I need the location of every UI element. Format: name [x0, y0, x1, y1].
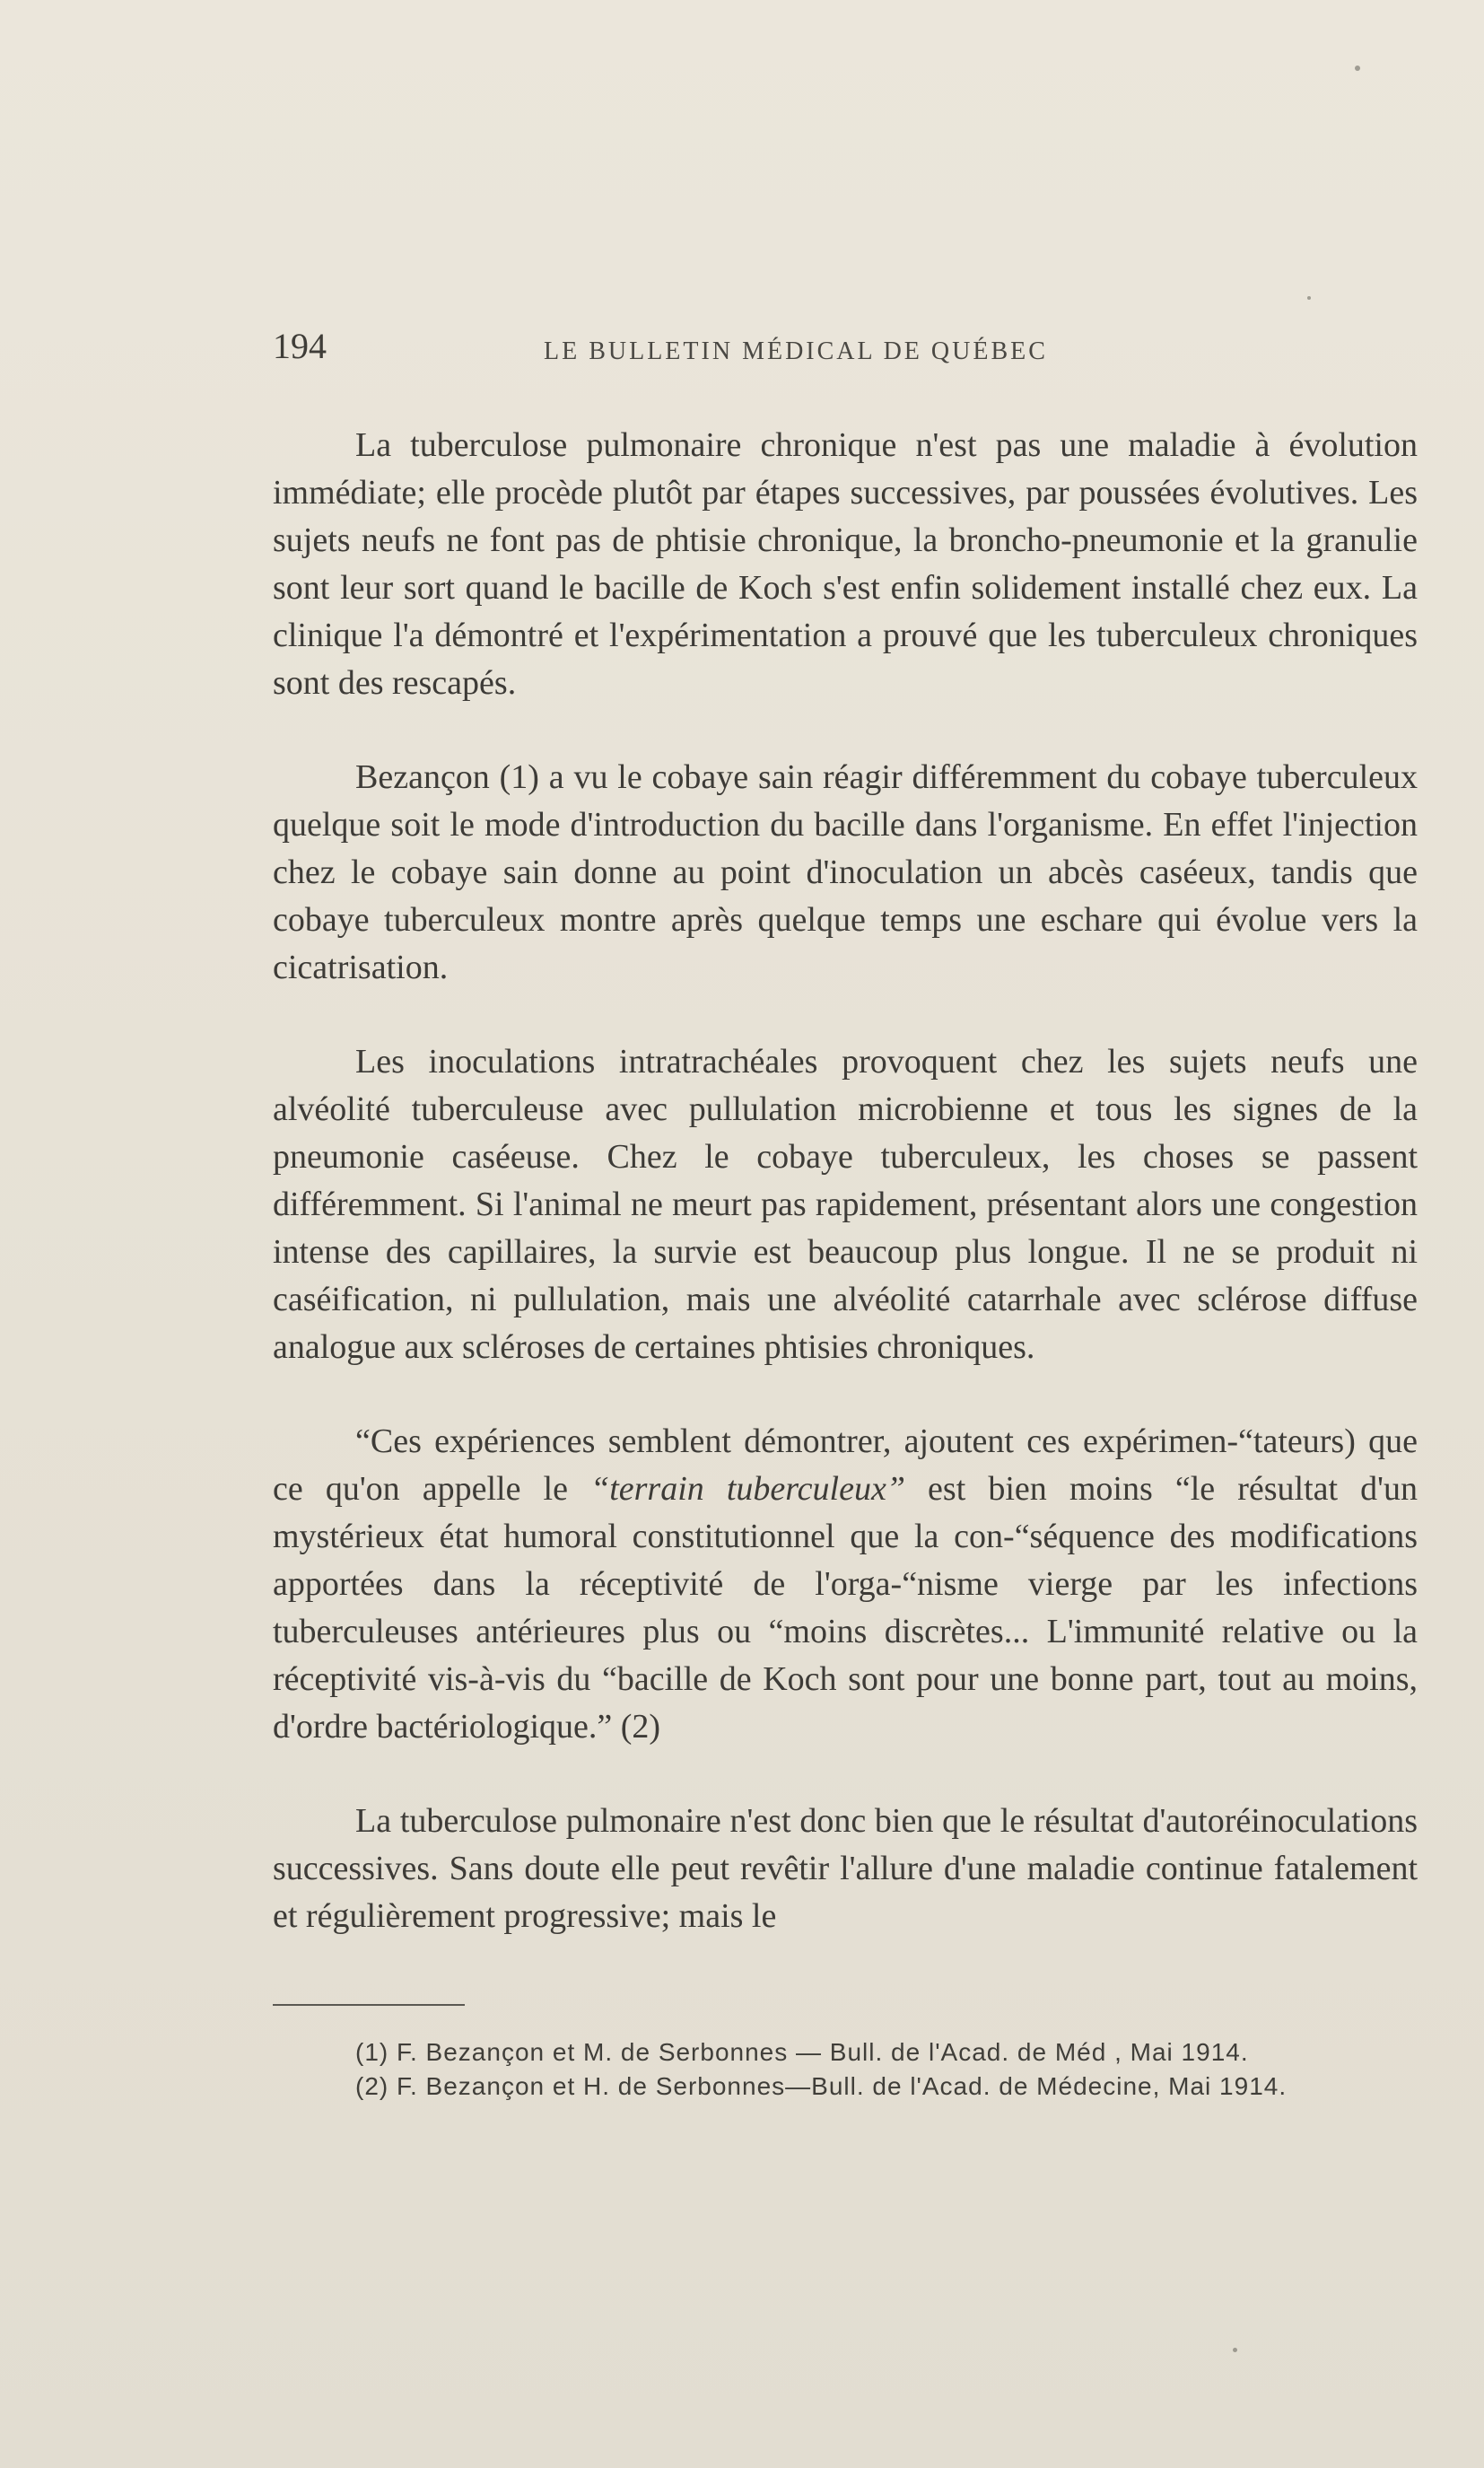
paragraph-5: La tuberculose pulmonaire n'est donc bien que le résultat d'autoréinoculations successives. Sans doute elle peut revêtir l'allure d'une maladie continue fatalement et régulièrement progressive; mais le	[273, 1802, 1418, 1935]
quotation-text-start: “Ces expériences semblent démontrer, ajoutent ces expérimen-“tateurs) que ce qu'on appelle le	[273, 1422, 1418, 1508]
footnote-1: (1) F. Bezançon et M. de Serbonnes — Bull. de l'Acad. de Méd , Mai 1914.	[355, 2038, 1249, 2066]
page-number: 194	[273, 326, 327, 366]
quotation-text-end: est bien moins “le résultat d'un mystérieux état humoral constitutionnel que la con-“séquence des modifications apportées dans la réceptivité de l'orga-“nisme vierge par les infections tuberculeuses antérieures plus ou “moins discrètes... L'immunité relative ou la réceptivité vis-à-vis du “bacille de Koch sont pour une bonne part, tout au moins, d'ordre bactériologique.” (2)	[273, 1470, 1418, 1746]
body-text	[273, 422, 1418, 1940]
quotation-italic-term: “terrain tuberculeux”	[590, 1470, 905, 1508]
paragraph-3: Les inoculations intratrachéales provoquent chez les sujets neufs une alvéolité tuberculeuse avec pullulation microbienne et tous les signes de la pneumonie caséeuse. Chez le cobaye tuberculeux, les choses se passent différemment. Si l'animal ne meurt pas rapidement, présentant alors une congestion intense des capillaires, la survie est beaucoup plus longue. Il ne se produit ni caséification, ni pullulation, mais une alvéolité catarrhale avec sclérose diffuse analogue aux scléroses de certaines phtisies chroniques.	[273, 1043, 1418, 1366]
footnote-2: (2) F. Bezançon et H. de Serbonnes—Bull. de l'Acad. de Médecine, Mai 1914.	[355, 2072, 1288, 2100]
paper-speck	[1307, 296, 1311, 300]
footnote-divider	[273, 2004, 465, 2006]
paper-speck	[1355, 66, 1360, 71]
paper-speck	[1233, 2348, 1237, 2352]
running-head: LE BULLETIN MÉDICAL DE QUÉBEC	[544, 337, 1048, 365]
paragraph-2: Bezançon (1) a vu le cobaye sain réagir différemment du cobaye tuberculeux quelque soit le mode d'introduction du bacille dans l'organisme. En effet l'injection chez le cobaye sain donne au point d'inoculation un abcès caséeux, tandis que cobaye tuberculeux montre après quelque temps une eschare qui évolue vers la cicatrisation.	[273, 758, 1418, 986]
footnotes	[273, 2035, 1418, 2104]
paragraph-1: La tuberculose pulmonaire chronique n'est pas une maladie à évolution immédiate; elle procède plutôt par étapes successives, par poussées évolutives. Les sujets neufs ne font pas de phtisie chronique, la broncho-pneumonie et la granulie sont leur sort quand le bacille de Koch s'est enfin solidement installé chez eux. La clinique l'a démontré et l'expérimentation a prouvé que les tuberculeux chroniques sont des rescapés.	[273, 426, 1418, 702]
paragraph-4-quotation	[273, 1418, 1418, 1751]
page-header	[273, 325, 1439, 379]
